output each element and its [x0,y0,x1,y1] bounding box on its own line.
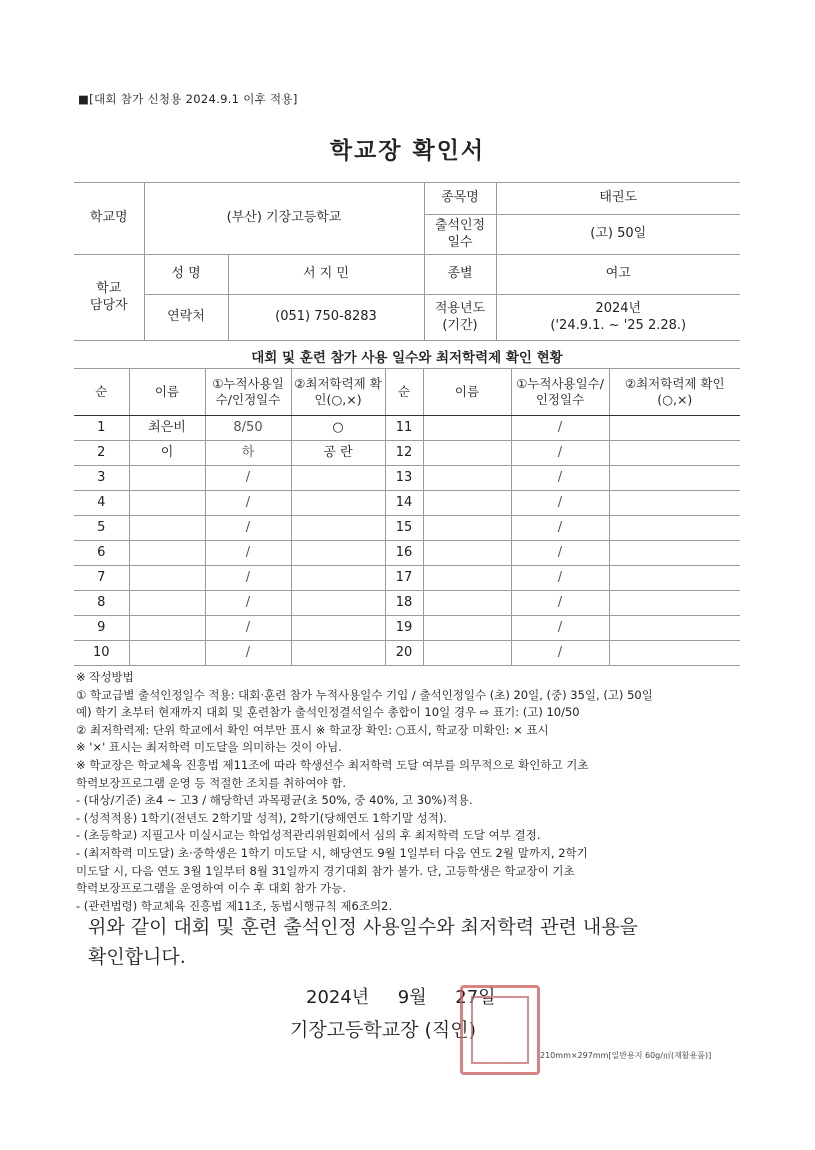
instruction-line: ※ 작성방법 [76,670,134,684]
school-label: 학교명 [74,183,144,255]
cell-no-right: 14 [385,491,423,516]
cell-check [291,516,385,541]
table-row [74,641,740,666]
header-check-right: ②최저학력제 확인(○,×) [609,369,740,416]
cell-days: 하 [205,441,291,466]
cell-name-right [423,516,511,541]
instruction-line: - (대상/기준) 초4 ~ 고3 / 해당학년 과목평균(초 50%, 중 40%, 고 30%)적용. [76,793,473,808]
name-label: 성 명 [144,255,228,295]
cell-check: 공 란 [291,441,385,466]
cell-name-right [423,416,511,441]
instruction-line: ① 학교급별 출석인정일수 적용: 대회·훈련 참가 누적사용일수 기입 / 출석인정일수 (초) 20일, (중) 35일, (고) 50일 [76,687,653,702]
list-subtitle: 대회 및 훈련 참가 사용 일수와 최저학력제 확인 현황 [251,350,563,366]
cell-name [129,641,205,666]
cell-check-right [609,441,740,466]
cell-check [291,641,385,666]
attend-value: (고) 50일 [496,215,740,255]
header-name: 이름 [129,369,205,416]
instruction-line: - (성적적용) 1학기(전년도 2학기말 성적), 2학기(당해연도 1학기말 성적). [76,810,447,825]
cell-check-right [609,416,740,441]
page-title: 학교장 확인서 [329,138,486,164]
cell-no-right: 11 [385,416,423,441]
cell-name-right [423,566,511,591]
instruction-line: 학력보장프로그램 운영 등 적절한 조치를 취하여야 함. [76,775,346,790]
cell-no: 9 [74,616,129,641]
cell-days-right: / [511,541,609,566]
table-row [74,416,740,441]
cell-days-right: / [511,491,609,516]
cell-name-right [423,591,511,616]
cell-name [129,566,205,591]
cell-days-right: / [511,516,609,541]
cell-days: 8/50 [205,416,291,441]
form-tag: ■[대회 참가 신청용 2024.9.1 이후 적용] [78,92,298,106]
cell-check-right [609,516,740,541]
period-value: ('24.9.1. ~ '25 2.28.) [550,317,687,333]
cell-no: 8 [74,591,129,616]
cell-no: 7 [74,566,129,591]
cell-name: 이 [129,441,205,466]
event-value: 태권도 [496,183,740,215]
cell-days: / [205,641,291,666]
header-days-right: ①누적사용일수/인정일수 [511,369,609,416]
instruction-line: 미도달 시, 다음 연도 3월 1일부터 8월 31일까지 경기대회 참가 불가. 단, 고등학생은 학교장이 기초 [76,863,575,878]
cell-name [129,541,205,566]
cell-name-right [423,541,511,566]
cell-check-right [609,591,740,616]
cell-check [291,466,385,491]
header-check: ②최저학력제 확인(○,×) [291,369,385,416]
confirmation-date: 2024년 9월 27일 [306,987,496,1008]
instructions [76,669,756,915]
instruction-line: - (최저학력 미도달) 초·중학생은 1학기 미도달 시, 해당연도 9월 1일부터 다음 연도 2월 말까지, 2학기 [76,845,588,860]
cell-no: 2 [74,441,129,466]
cell-no-right: 13 [385,466,423,491]
cell-days: / [205,516,291,541]
contact-value: (051) 750-8283 [228,295,424,341]
cell-check [291,591,385,616]
type-label: 종별 [424,255,496,295]
cell-days-right: / [511,441,609,466]
cell-days-right: / [511,566,609,591]
principal-signature: 기장고등학교장 (직인) [290,1019,477,1041]
cell-name [129,491,205,516]
event-label: 종목명 [424,183,496,215]
cell-name [129,591,205,616]
cell-no: 10 [74,641,129,666]
manager-label: 학교 담당자 [74,255,144,341]
contact-label: 연락처 [144,295,228,341]
cell-no-right: 19 [385,616,423,641]
instruction-line: - (관련법령) 학교체육 진흥법 제11조, 동법시행규칙 제6조의2. [76,898,393,913]
cell-check [291,566,385,591]
cell-days: / [205,541,291,566]
cell-name-right [423,641,511,666]
confirmation-line-2: 확인합니다. [88,946,186,968]
cell-check-right [609,566,740,591]
instruction-line: - (초등학교) 지필고사 미실시교는 학업성적관리위원회에서 심의 후 최저학력 도달 여부 결정. [76,828,541,843]
cell-no: 6 [74,541,129,566]
cell-check-right [609,641,740,666]
cell-name-right [423,466,511,491]
table-row [74,566,740,591]
cell-check-right [609,616,740,641]
header-no-right: 순 [385,369,423,416]
cell-days-right: / [511,641,609,666]
cell-no-right: 18 [385,591,423,616]
table-row [74,466,740,491]
cell-name-right [423,616,511,641]
confirmation-text [88,912,748,972]
cell-check: ○ [291,416,385,441]
cell-name [129,516,205,541]
instruction-line: 예) 학기 초부터 현재까지 대회 및 훈련참가 출석인정결석일수 총합이 10일 경우 ⇨ 표기: (고) 10/50 [76,705,580,720]
cell-check [291,491,385,516]
cell-name [129,616,205,641]
table-row [74,441,740,466]
cell-no: 3 [74,466,129,491]
table-row [74,516,740,541]
instruction-line: ② 최저학력제: 단위 학교에서 확인 여부만 표시 ※ 학교장 확인: ○표시, 학교장 미확인: × 표시 [76,722,549,737]
cell-no-right: 17 [385,566,423,591]
cell-days-right: / [511,466,609,491]
cell-no: 4 [74,491,129,516]
cell-days: / [205,466,291,491]
info-table [74,182,740,341]
cell-name [129,466,205,491]
table-row [74,591,740,616]
cell-days: / [205,491,291,516]
cell-check [291,616,385,641]
cell-no-right: 12 [385,441,423,466]
table-row [74,491,740,516]
year-label: 적용년도 (기간) [424,295,496,341]
participation-table [74,368,740,666]
official-seal-icon [460,985,540,1075]
name-value: 서 지 민 [228,255,424,295]
school-value: (부산) 기장고등학교 [144,183,424,255]
cell-days-right: / [511,416,609,441]
table-row [74,616,740,641]
header-days: ①누적사용일수/인정일수 [205,369,291,416]
instruction-line: 학력보장프로그램을 운영하여 이수 후 대회 참가 가능. [76,881,346,896]
year-cell [496,295,740,341]
cell-no-right: 15 [385,516,423,541]
instruction-line: ※ '×' 표시는 최저학력 미도달을 의미하는 것이 아님. [76,740,342,755]
header-no: 순 [74,369,129,416]
cell-check-right [609,466,740,491]
cell-days-right: / [511,591,609,616]
table-row [74,541,740,566]
cell-name: 최은비 [129,416,205,441]
cell-no: 1 [74,416,129,441]
confirmation-line-1: 위와 같이 대회 및 훈련 출석인정 사용일수와 최저학력 관련 내용을 [88,916,638,938]
cell-check-right [609,491,740,516]
cell-check [291,541,385,566]
cell-days: / [205,591,291,616]
cell-no-right: 20 [385,641,423,666]
paper-spec: 210mm×297mm[일반용지 60g/㎡(재활용품)] [540,1051,712,1060]
cell-name-right [423,441,511,466]
header-name-right: 이름 [423,369,511,416]
attend-label: 출석인정 일수 [424,215,496,255]
cell-days: / [205,616,291,641]
cell-check-right [609,541,740,566]
cell-no-right: 16 [385,541,423,566]
cell-name-right [423,491,511,516]
cell-days: / [205,566,291,591]
year-value: 2024년 [595,301,642,317]
instruction-line: ※ 학교장은 학교체육 진흥법 제11조에 따라 학생선수 최저학력 도달 여부를 의무적으로 확인하고 기초 [76,757,589,772]
cell-no: 5 [74,516,129,541]
cell-days-right: / [511,616,609,641]
type-value: 여고 [496,255,740,295]
